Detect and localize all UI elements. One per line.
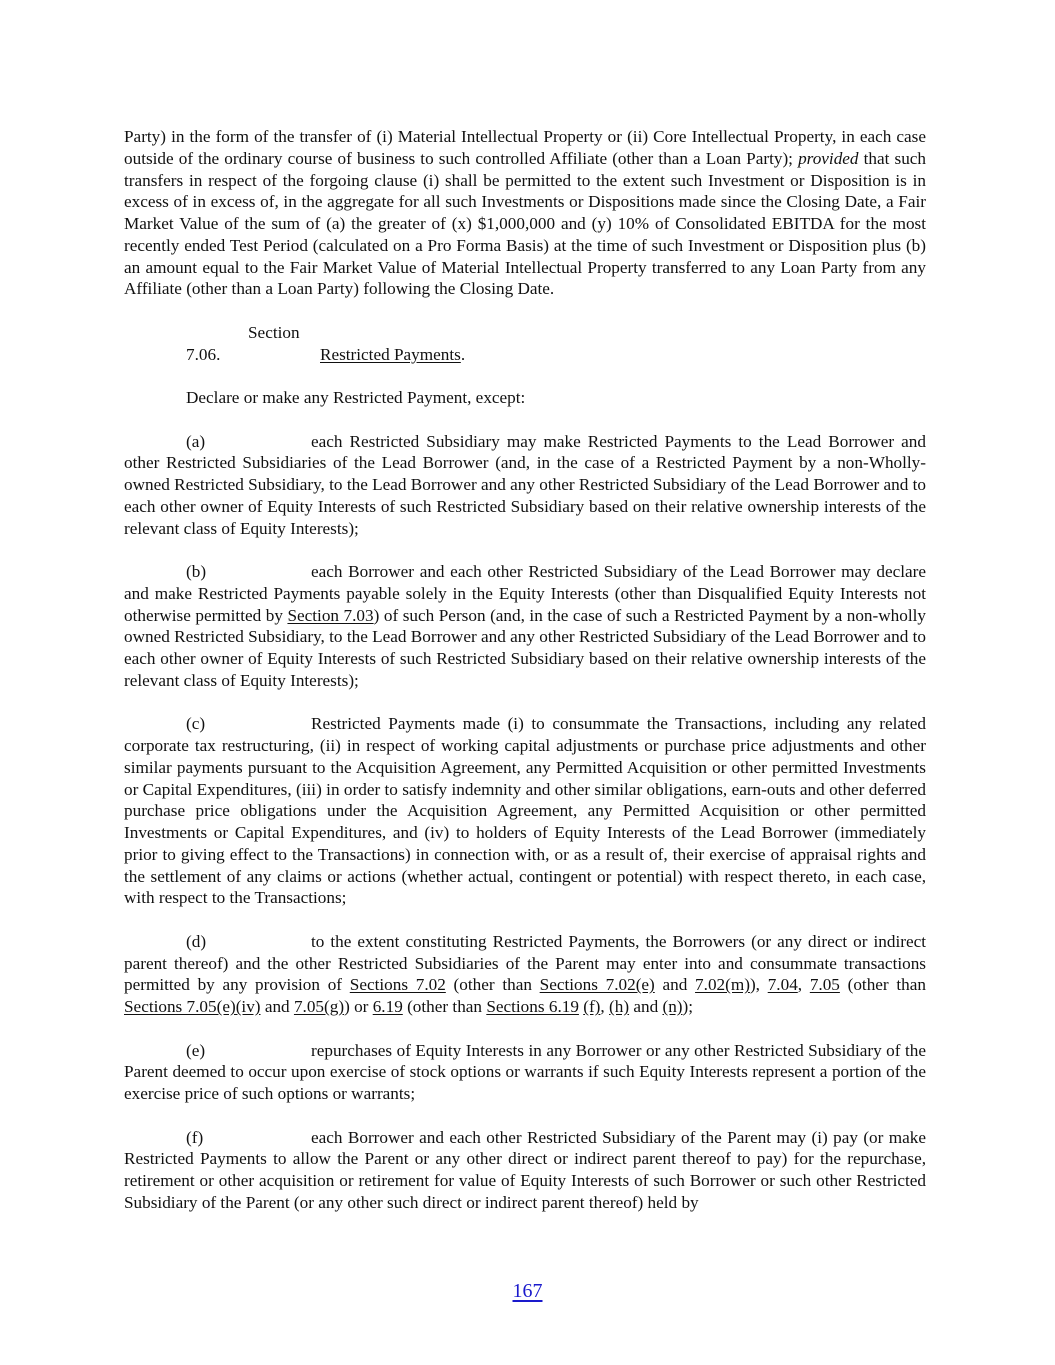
section-link[interactable]: (n) — [662, 997, 683, 1016]
clause-label: (c) — [186, 714, 206, 734]
clause-e: (e) repurchases of Equity Interests in any Borrower or any other Restricted Subsidiary of the Parent deemed to occur upon exercise of stock options or warrants if such Equity Interests represent a portion of the exercise price of such options or warrants; — [124, 1040, 926, 1103]
section-link[interactable]: 7.04 — [767, 975, 798, 995]
section-link[interactable]: Sections 6.19 — [486, 997, 579, 1016]
section-link[interactable]: 7.02(m) — [695, 975, 750, 995]
clause-label: (b) — [186, 562, 207, 581]
clause-f: (f) each Borrower and each other Restricted Subsidiary of the Parent may (i) pay (or make Restricted Payments to allow the Parent or any other direct or indirect parent thereof to pay) for the repurchase, retirement or other acquisition or retirement for value of Equity Interests of such Borrower or such other Restricted Subsidiary of the Parent (or any other such direct or indirect parent thereof) held by — [124, 1127, 926, 1212]
section-link[interactable]: Section 7.03 — [287, 605, 374, 625]
section-heading: Section 7.06. Restricted Payments. — [186, 322, 466, 364]
section-link[interactable]: 7.05 — [809, 975, 840, 995]
page-number-link[interactable]: 167 — [512, 1280, 543, 1302]
lead-in-paragraph: Declare or make any Restricted Payment, except: — [186, 388, 526, 407]
section-link[interactable]: Sections 7.02(e) — [539, 975, 655, 995]
section-title: Restricted Payments — [320, 344, 461, 364]
section-link[interactable]: (f) — [583, 997, 601, 1016]
section-number: Section 7.06. — [186, 322, 300, 364]
section-link[interactable]: Sections 7.02 — [349, 975, 446, 995]
clause-label: (e) — [186, 1040, 206, 1060]
section-link[interactable]: (h) — [609, 997, 630, 1016]
provided-italic: provided — [798, 148, 859, 168]
clause-label: (a) — [186, 431, 206, 451]
section-link[interactable]: Sections 7.05(e)(iv) — [124, 997, 261, 1016]
section-link[interactable]: 6.19 — [372, 997, 403, 1016]
clause-c: (c) Restricted Payments made (i) to consummate the Transactions, including any related corporate tax restructuring, (ii) in respect of working capital adjustments or purchase price adjustments and other similar payments pursuant to the Acquisition Agreement, any Permitted Acquisition or other permitted Investments or Capital Expenditures, (iii) in order to satisfy indemnity and other similar obligations, earn-outs and other deferred purchase price obligations under the Acquisition Agreement, any Permitted Acquisition or other permitted Investments or Capital Expenditures, and (iv) to holders of Equity Interests of the Lead Borrower (immediately prior to giving effect to the Transactions) in connection with, or as a result of, their exercise of appraisal rights and the settlement of any claims or actions (whether actual, contingent or potential) with respect thereto, in each case, with respect to the Transactions; — [124, 714, 926, 908]
clause-label: (d) — [186, 931, 207, 951]
clause-b: (b) each Borrower and each other Restricted Subsidiary of the Lead Borrower may declare and make Restricted Payments payable solely in the Equity Interests (other than Disqualified Equity Interests not otherwise permitted by Section 7.03) of such Person (and, in the case of such a Restricted Payment by a non-wholly owned Restricted Subsidiary, to the Lead Borrower and any other Restricted Subsidiary of the Lead Borrower and to each other owner of Equity Interests of such Restricted Subsidiary based on their relative ownership interests of the relevant class of Equity Interests); — [124, 562, 926, 690]
clause-d: (d) to the extent constituting Restricted Payments, the Borrowers (or any direct or indirect parent thereof) and the other Restricted Subsidiaries of the Parent may enter into and consummate transactions permitted by any provision of Sections 7.02 (other than Sections 7.02(e) and 7.02(m)), 7.04, 7.05 (other than Sections 7.05(e)(iv) and 7.05(g)) or 6.19 (other than Sections 6.19 (f), (h) and (n)); — [124, 931, 926, 1016]
document-page — [124, 126, 926, 1214]
intro-paragraph: Party) in the form of the transfer of (i) Material Intellectual Property or (ii) Core Intellectual Property, in each case outside of the ordinary course of business to such controlled Affiliate (other than a Loan Party); provided that such transfers in respect of the forgoing clause (i) shall be permitted to the extent such Investment or Disposition is in excess of in excess of, in the aggregate for all such Investments or Dispositions made since the Closing Date, a Fair Market Value of the sum of (a) the greater of (x) $1,000,000 and (y) 10% of Consolidated EBITDA for the most recently ended Test Period (calculated on a Pro Forma Basis) at the time of such Investment or Disposition plus (b) an amount equal to the Fair Market Value of Material Intellectual Property transferred to any Loan Party from any Affiliate (other than a Loan Party) following the Closing Date. — [124, 127, 927, 299]
clause-label: (f) — [186, 1127, 204, 1147]
section-link[interactable]: 7.05(g) — [293, 997, 345, 1016]
clause-a: (a) each Restricted Subsidiary may make Restricted Payments to the Lead Borrower and other Restricted Subsidiaries of the Lead Borrower (and, in the case of a Restricted Payment by a non-Wholly-owned Restricted Subsidiary, to the Lead Borrower and any other Restricted Subsidiary of the Lead Borrower and to each other owner of Equity Interests of such Restricted Subsidiary based on their relative ownership interests of the relevant class of Equity Interests); — [124, 431, 926, 538]
